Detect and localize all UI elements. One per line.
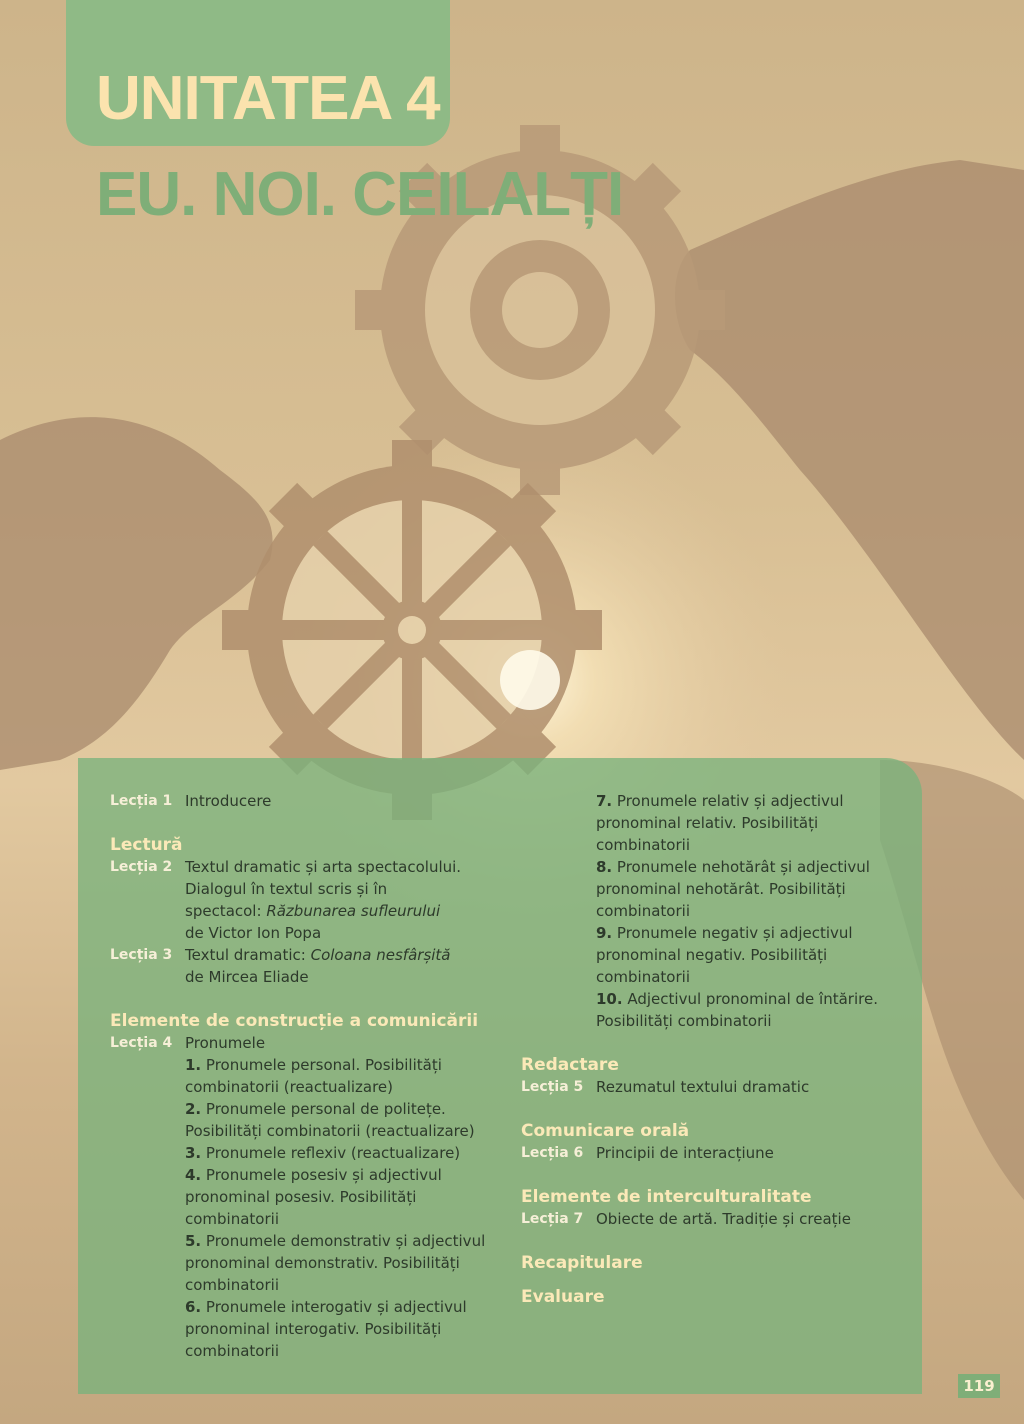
list-item: 1. Pronumele personal. Posibilități combinatorii (reactualizare) — [185, 1056, 442, 1096]
section-heading-elemente: Elemente de construcție a comunicării — [110, 1011, 479, 1031]
lesson-title: Textul dramatic și arta spectacolului. Dialogul în textul scris și în spectacol: Răzbunarea sufleurului de Victor Ion Popa — [185, 856, 510, 944]
lesson-title: Pronumele — [185, 1034, 266, 1052]
list-item: 7. Pronumele relativ și adjectivul pronominal relativ. Posibilități combinatorii — [596, 792, 844, 854]
lesson-tag: Lecția 1 — [110, 793, 173, 809]
list-item: 9. Pronumele negativ și adjectivul pronominal negativ. Posibilități combinatorii — [596, 924, 853, 986]
lesson-title: Obiecte de artă. Tradiție și creație — [596, 1210, 851, 1228]
pronoun-sublist-continued — [521, 790, 901, 1032]
lesson-tag: Lecția 5 — [521, 1079, 584, 1095]
pronoun-sublist — [110, 1054, 510, 1362]
section-heading-evaluare: Evaluare — [521, 1287, 605, 1307]
work-author: de Mircea Eliade — [185, 968, 309, 986]
page-number: 119 — [958, 1374, 1000, 1398]
list-item: 5. Pronumele demonstrativ și adjectivul pronominal demonstrativ. Posibilități combinatorii — [185, 1232, 486, 1294]
toc-right-column — [521, 790, 901, 1308]
section-heading-interculturalitate: Elemente de interculturalitate — [521, 1187, 812, 1207]
lesson-1 — [110, 790, 510, 812]
lesson-title: Principii de interacțiune — [596, 1144, 774, 1162]
lesson-tag: Lecția 2 — [110, 859, 173, 875]
unit-title: UNITATEA 4 — [96, 64, 440, 133]
list-item: 2. Pronumele personal de politețe. Posibilități combinatorii (reactualizare) — [185, 1100, 475, 1140]
lesson-title: Introducere — [185, 792, 272, 810]
list-item: 6. Pronumele interogativ și adjectivul pronominal interogativ. Posibilități combinatorii — [185, 1298, 467, 1360]
lesson-title: Textul dramatic: Coloana nesfârșită de Mircea Eliade — [185, 944, 510, 988]
section-heading-comunicare: Comunicare orală — [521, 1121, 690, 1141]
lesson-7 — [521, 1208, 901, 1230]
work-title: Coloana nesfârșită — [310, 946, 451, 964]
list-item: 10. Adjectivul pronominal de întărire. Posibilități combinatorii — [596, 990, 878, 1030]
list-item: 3. Pronumele reflexiv (reactualizare) — [185, 1144, 461, 1162]
lesson-3 — [110, 944, 510, 988]
lesson-tag: Lecția 7 — [521, 1211, 584, 1227]
lesson-tag: Lecția 3 — [110, 947, 173, 963]
section-heading-redactare: Redactare — [521, 1055, 619, 1075]
list-item: 8. Pronumele nehotărât și adjectivul pronominal nehotărât. Posibilități combinatorii — [596, 858, 870, 920]
section-heading-lectura: Lectură — [110, 835, 183, 855]
unit-subtitle: EU. NOI. CEILALȚI — [96, 160, 624, 229]
lesson-5 — [521, 1076, 901, 1098]
lesson-tag: Lecția 6 — [521, 1145, 584, 1161]
list-item: 4. Pronumele posesiv și adjectivul pronominal posesiv. Posibilități combinatorii — [185, 1166, 442, 1228]
work-title: Răzbunarea sufleurului — [266, 902, 441, 920]
lesson-4 — [110, 1032, 510, 1054]
lesson-title: Rezumatul textului dramatic — [596, 1078, 810, 1096]
section-heading-recapitulare: Recapitulare — [521, 1253, 643, 1273]
lesson-2 — [110, 856, 510, 944]
lesson-tag: Lecția 4 — [110, 1035, 173, 1051]
toc-left-column — [110, 790, 510, 1362]
lesson-6 — [521, 1142, 901, 1164]
work-author: de Victor Ion Popa — [185, 924, 322, 942]
